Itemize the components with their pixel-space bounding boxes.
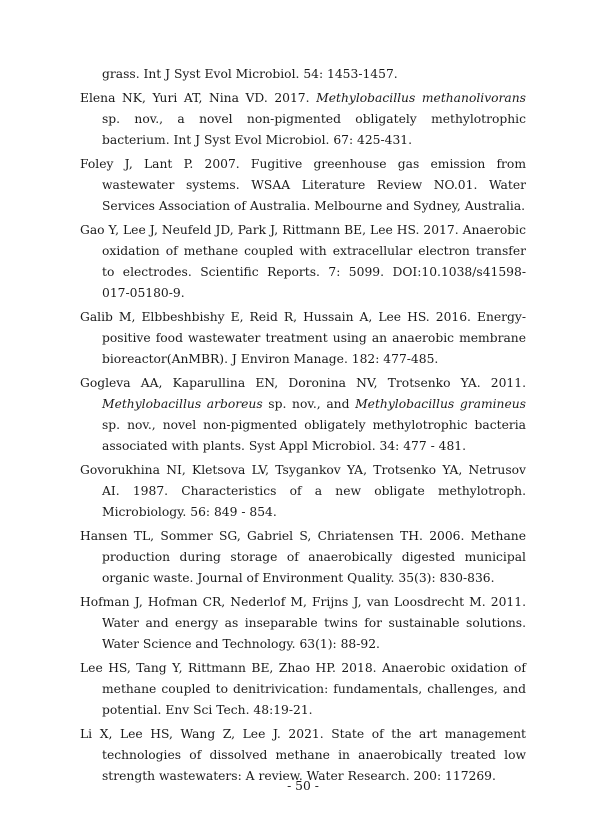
reference-text: Elena NK, Yuri AT, Nina VD. 2017. (80, 91, 317, 105)
reference-entry (80, 220, 526, 304)
reference-list (80, 64, 526, 790)
reference-entry (80, 526, 526, 589)
reference-entry (80, 154, 526, 217)
reference-text: grass. Int J Syst Evol Microbiol. 54: 1453-1457. (102, 67, 398, 81)
species-name: Methylobacillus arboreus (102, 397, 263, 411)
reference-entry (80, 658, 526, 721)
reference-text: Govorukhina NI, Kletsova LV, Tsygankov YA, Trotsenko YA, Netrusov AI. 1987. Characteristics of a new obligate methylotroph. Microbiology. 56: 849 - 854. (80, 463, 526, 519)
reference-text: Gao Y, Lee J, Neufeld JD, Park J, Rittmann BE, Lee HS. 2017. Anaerobic oxidation of methane coupled with extracellular electron transfer to electrodes. Scientific Reports. 7: 5099. DOI:10.1038/s41598-017-05180-9. (80, 223, 526, 300)
reference-entry (80, 88, 526, 151)
page-number: - 50 - (287, 779, 319, 793)
reference-entry-continued (80, 64, 526, 85)
reference-text: Galib M, Elbbeshbishy E, Reid R, Hussain A, Lee HS. 2016. Energy-positive food wastewater treatment using an anaerobic membrane bioreactor(AnMBR). J Environ Manage. 182: 477-485. (80, 310, 526, 366)
reference-text: sp. nov., a novel non-pigmented obligately methylotrophic bacterium. Int J Syst Evol Microbiol. 67: 425-431. (102, 112, 526, 147)
species-name: Methylobacillus gramineus (355, 397, 526, 411)
reference-text: Li X, Lee HS, Wang Z, Lee J. 2021. State of the art management technologies of dissolved methane in anaerobically treated low strength wastewaters: A review. Water Research. 200: 117269. (80, 727, 526, 783)
species-name: Methylobacillus methanolivorans (316, 91, 526, 105)
reference-text: sp. nov., novel non-pigmented obligately methylotrophic bacteria associated with plants. Syst Appl Microbiol. 34: 477 - 481. (102, 418, 526, 453)
reference-entry (80, 307, 526, 370)
reference-entry (80, 373, 526, 457)
reference-text: Lee HS, Tang Y, Rittmann BE, Zhao HP. 2018. Anaerobic oxidation of methane coupled to denitrivication: fundamentals, challenges, and potential. Env Sci Tech. 48:19-21. (80, 661, 526, 717)
reference-entry (80, 592, 526, 655)
reference-text: Hofman J, Hofman CR, Nederlof M, Frijns J, van Loosdrecht M. 2011. Water and energy as inseparable twins for sustainable solutions. Water Science and Technology. 63(1): 88-92. (80, 595, 526, 651)
reference-text: Foley J, Lant P. 2007. Fugitive greenhouse gas emission from wastewater systems. WSAA Literature Review NO.01. Water Services Association of Australia. Melbourne and Sydney, Australia. (80, 157, 526, 213)
reference-text: Gogleva AA, Kaparullina EN, Doronina NV, Trotsenko YA. 2011. (80, 376, 526, 390)
reference-text: Hansen TL, Sommer SG, Gabriel S, Chriatensen TH. 2006. Methane production during storage of anaerobically digested municipal organic waste. Journal of Environment Quality. 35(3): 830-836. (80, 529, 526, 585)
reference-text: sp. nov., and (262, 397, 356, 411)
reference-entry (80, 460, 526, 523)
